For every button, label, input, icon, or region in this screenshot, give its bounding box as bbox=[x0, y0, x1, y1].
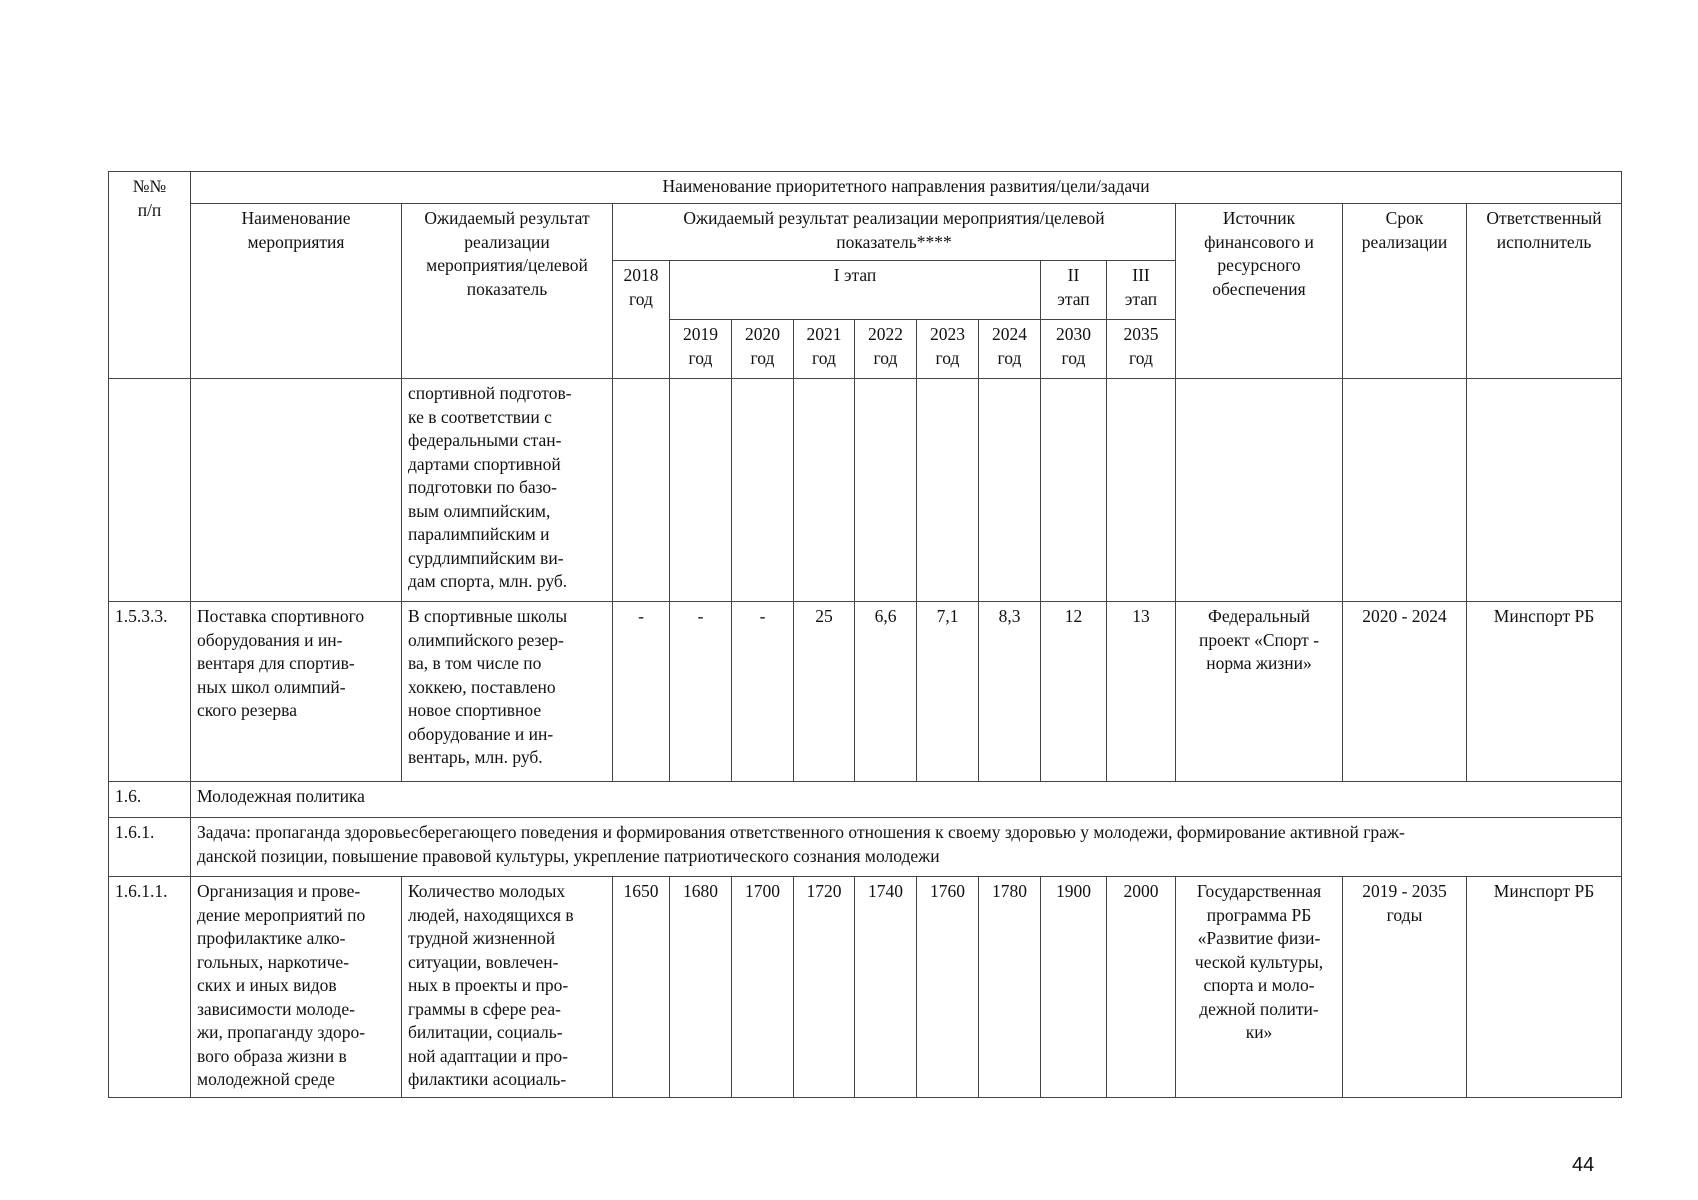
funding-source: Федеральный проект «Спорт - норма жизни» bbox=[1176, 602, 1343, 782]
value-2023: 7,1 bbox=[917, 602, 979, 782]
cell-empty bbox=[1176, 379, 1343, 602]
header-year-2030: 2030 год bbox=[1041, 320, 1107, 379]
value-2024: 1780 bbox=[979, 877, 1041, 1098]
implementation-term: 2020 - 2024 bbox=[1343, 602, 1467, 782]
cell-empty bbox=[1107, 379, 1176, 602]
value-2023: 1760 bbox=[917, 877, 979, 1098]
header-term: Срок реализации bbox=[1343, 204, 1467, 379]
value-2035: 13 bbox=[1107, 602, 1176, 782]
cell-empty bbox=[670, 379, 732, 602]
value-2022: 1740 bbox=[855, 877, 917, 1098]
cell-empty bbox=[1041, 379, 1107, 602]
cell-empty bbox=[979, 379, 1041, 602]
funding-source: Государственная программа РБ «Развитие физи- ческой культуры, спорта и моло- дежной полити- ки» bbox=[1176, 877, 1343, 1098]
header-num: №№ п/п bbox=[109, 172, 191, 379]
event-result: В спортивные школы олимпийского резер- ва, в том числе по хоккею, поставлено новое спортивное оборудование и ин- вентарь, млн. руб. bbox=[402, 602, 613, 782]
value-2020: - bbox=[732, 602, 794, 782]
cell-empty bbox=[109, 379, 191, 602]
value-2019: - bbox=[670, 602, 732, 782]
row-number: 1.6.1. bbox=[109, 818, 191, 877]
section-title: Молодежная политика bbox=[191, 782, 1622, 818]
cell-empty bbox=[191, 379, 402, 602]
header-year-2020: 2020 год bbox=[732, 320, 794, 379]
header-stage-3: III этап bbox=[1107, 261, 1176, 320]
value-2030: 12 bbox=[1041, 602, 1107, 782]
value-2018: - bbox=[613, 602, 670, 782]
cell-empty bbox=[732, 379, 794, 602]
value-2030: 1900 bbox=[1041, 877, 1107, 1098]
table-row-1-6-1-1 bbox=[109, 877, 1622, 1098]
header-year-2018: 2018 год bbox=[613, 261, 670, 379]
header-expected-indicator: Ожидаемый результат реализации мероприятия/целевой показатель**** bbox=[613, 204, 1176, 261]
header-year-2023: 2023 год bbox=[917, 320, 979, 379]
value-2019: 1680 bbox=[670, 877, 732, 1098]
header-stage-1: I этап bbox=[670, 261, 1041, 320]
header-year-2024: 2024 год bbox=[979, 320, 1041, 379]
header-expected-result: Ожидаемый результат реализации мероприятия/целевой показатель bbox=[402, 204, 613, 379]
header-year-2021: 2021 год bbox=[794, 320, 855, 379]
value-2020: 1700 bbox=[732, 877, 794, 1098]
responsible-executor: Минспорт РБ bbox=[1467, 602, 1622, 782]
event-result: Количество молодых людей, находящихся в трудной жизненной ситуации, вовлечен- ных в проекты и про- граммы в сфере реа- билитации, социаль- ной адаптации и про- филактики асоциаль- bbox=[402, 877, 613, 1098]
event-name: Поставка спортивного оборудования и ин- вентаря для спортив- ных школ олимпий- ского резерва bbox=[191, 602, 402, 782]
value-2021: 25 bbox=[794, 602, 855, 782]
cell-empty bbox=[794, 379, 855, 602]
row-number: 1.6. bbox=[109, 782, 191, 818]
value-2021: 1720 bbox=[794, 877, 855, 1098]
value-2035: 2000 bbox=[1107, 877, 1176, 1098]
cell-empty bbox=[613, 379, 670, 602]
table-row-1-6 bbox=[109, 782, 1622, 818]
cell-empty bbox=[855, 379, 917, 602]
responsible-executor: Минспорт РБ bbox=[1467, 877, 1622, 1098]
table-row-continuation bbox=[109, 379, 1622, 602]
implementation-term: 2019 - 2035 годы bbox=[1343, 877, 1467, 1098]
header-year-2022: 2022 год bbox=[855, 320, 917, 379]
event-name: Организация и прове- дение мероприятий по профилактике алко- гольных, наркотиче- ских и иных видов зависимости молоде- жи, пропаганду здоро- вого образа жизни в молодежной среде bbox=[191, 877, 402, 1098]
value-2018: 1650 bbox=[613, 877, 670, 1098]
continuation-result: спортивной подготов- ке в соответствии с федеральными стан- дартами спортивной подготовки по базо- вым олимпийским, паралимпийским и сурдлимпийским ви- дам спорта, млн. руб. bbox=[402, 379, 613, 602]
value-2024: 8,3 bbox=[979, 602, 1041, 782]
header-direction: Наименование приоритетного направления развития/цели/задачи bbox=[191, 172, 1622, 204]
row-number: 1.6.1.1. bbox=[109, 877, 191, 1098]
header-year-2035: 2035 год bbox=[1107, 320, 1176, 379]
table-row-1-5-3-3 bbox=[109, 602, 1622, 782]
cell-empty bbox=[1343, 379, 1467, 602]
cell-empty bbox=[917, 379, 979, 602]
header-responsible: Ответственный исполнитель bbox=[1467, 204, 1622, 379]
program-table bbox=[108, 171, 1622, 1098]
value-2022: 6,6 bbox=[855, 602, 917, 782]
header-event-name: Наименование мероприятия bbox=[191, 204, 402, 379]
cell-empty bbox=[1467, 379, 1622, 602]
header-source: Источник финансового и ресурсного обеспечения bbox=[1176, 204, 1343, 379]
header-stage-2: II этап bbox=[1041, 261, 1107, 320]
table-row-1-6-1 bbox=[109, 818, 1622, 877]
page-number: 44 bbox=[1572, 1154, 1595, 1176]
task-description: Задача: пропаганда здоровьесберегающего поведения и формирования ответственного отношения к своему здоровью у молодежи, формирование активной граж- данской позиции, повышение правовой культуры, укрепление патриотического сознания молодежи bbox=[191, 818, 1622, 877]
row-number: 1.5.3.3. bbox=[109, 602, 191, 782]
header-year-2019: 2019 год bbox=[670, 320, 732, 379]
